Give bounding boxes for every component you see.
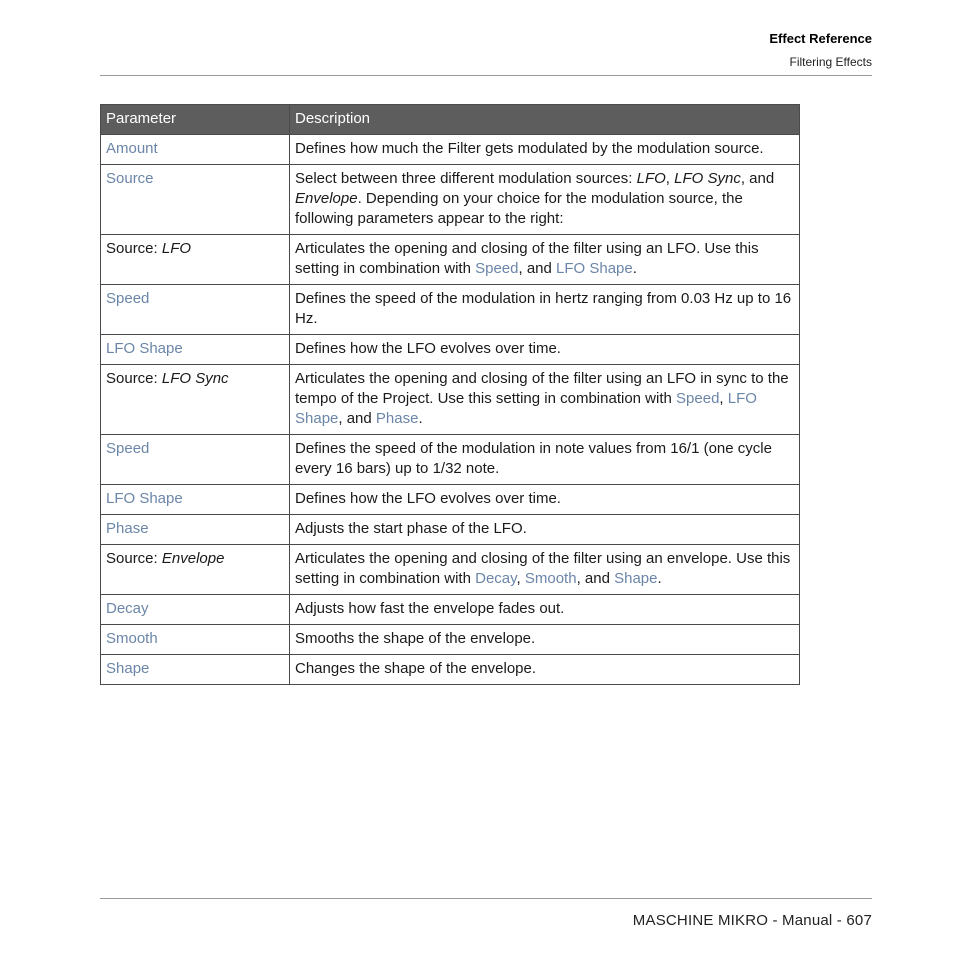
desc-text: Select between three different modulation sources:: [295, 170, 637, 187]
page-footer: MASCHINE MIKRO - Manual - 607: [632, 912, 872, 929]
table-row: [101, 435, 800, 485]
desc-text: ,: [665, 170, 675, 187]
desc-text: , and: [576, 570, 615, 587]
desc-link-speed[interactable]: Speed: [676, 390, 720, 407]
param-cell: [101, 515, 290, 545]
table-row: [101, 595, 800, 625]
param-italic: LFO: [161, 240, 192, 257]
desc-text: ,: [516, 570, 525, 587]
param-link-speed[interactable]: Speed: [106, 290, 150, 307]
desc-link-lfo-shape[interactable]: LFO Shape: [295, 390, 757, 427]
param-cell: [101, 235, 290, 285]
desc-cell: [290, 365, 800, 435]
param-cell: [101, 485, 290, 515]
param-prefix: Source:: [106, 370, 162, 387]
footer-rule: [100, 898, 872, 899]
desc-text: ,: [719, 390, 728, 407]
param-link-smooth[interactable]: Smooth: [106, 630, 158, 647]
param-italic: Envelope: [161, 550, 225, 567]
table-row: [101, 365, 800, 435]
desc-cell: [290, 235, 800, 285]
table-row: [101, 655, 800, 685]
column-header-parameter: Parameter: [101, 105, 290, 135]
param-prefix: Source:: [106, 550, 162, 567]
desc-link-decay[interactable]: Decay: [475, 570, 517, 587]
param-link-lfo-shape[interactable]: LFO Shape: [106, 340, 183, 357]
table-row: [101, 165, 800, 235]
desc-italic: LFO: [636, 170, 666, 187]
param-italic: LFO Sync: [161, 370, 229, 387]
param-prefix: Source:: [106, 240, 162, 257]
param-cell: [101, 165, 290, 235]
table-row: [101, 485, 800, 515]
param-cell: [101, 135, 290, 165]
desc-cell: Defines how the LFO evolves over time.: [290, 485, 800, 515]
desc-cell: Adjusts the start phase of the LFO.: [290, 515, 800, 545]
param-cell: [101, 285, 290, 335]
param-link-speed[interactable]: Speed: [106, 440, 150, 457]
table-row: [101, 135, 800, 165]
desc-link-lfo-shape[interactable]: LFO Shape: [556, 260, 633, 277]
param-cell: [101, 545, 290, 595]
desc-italic: LFO Sync: [674, 170, 741, 187]
table-row: [101, 515, 800, 545]
param-link-decay[interactable]: Decay: [106, 600, 149, 617]
table-row: [101, 545, 800, 595]
param-link-amount[interactable]: Amount: [106, 140, 158, 157]
desc-cell: [290, 545, 800, 595]
desc-text: , and: [518, 260, 557, 277]
desc-text: , and: [338, 410, 376, 427]
desc-text: Articulates the opening and closing of the filter using an LFO in sync to the tempo of the Project. Use this setting in combination with: [295, 370, 789, 407]
desc-cell: Smooths the shape of the envelope.: [290, 625, 800, 655]
desc-cell: Changes the shape of the envelope.: [290, 655, 800, 685]
desc-text: Articulates the opening and closing of the filter using an envelope. Use this setting in combination with: [295, 550, 791, 587]
table-row: [101, 235, 800, 285]
desc-link-phase[interactable]: Phase: [375, 410, 419, 427]
desc-cell: [290, 165, 800, 235]
chapter-title: Effect Reference: [769, 31, 872, 46]
desc-text: , and: [740, 170, 775, 187]
column-header-description: Description: [290, 105, 800, 135]
desc-cell: Adjusts how fast the envelope fades out.: [290, 595, 800, 625]
desc-link-speed[interactable]: Speed: [475, 260, 519, 277]
section-title: Filtering Effects: [789, 55, 872, 69]
param-cell: [101, 365, 290, 435]
desc-link-smooth[interactable]: Smooth: [524, 570, 577, 587]
header-rule: [100, 75, 872, 76]
desc-cell: Defines the speed of the modulation in note values from 16/1 (one cycle every 16 bars) up to 1/32 note.: [290, 435, 800, 485]
table-header-row: [101, 105, 800, 135]
param-link-shape[interactable]: Shape: [106, 660, 150, 677]
desc-text: .: [418, 410, 423, 427]
param-cell: [101, 595, 290, 625]
table-row: [101, 285, 800, 335]
desc-link-shape[interactable]: Shape: [614, 570, 658, 587]
param-link-lfo-shape[interactable]: LFO Shape: [106, 490, 183, 507]
desc-cell: Defines how the LFO evolves over time.: [290, 335, 800, 365]
desc-text: .: [632, 260, 637, 277]
desc-italic: Envelope: [295, 190, 358, 207]
desc-text: . Depending on your choice for the modulation source, the following parameters appear to the right:: [295, 190, 743, 227]
param-cell: [101, 655, 290, 685]
param-cell: [101, 625, 290, 655]
param-cell: [101, 435, 290, 485]
desc-text: Articulates the opening and closing of the filter using an LFO. Use this setting in combination with: [295, 240, 759, 277]
param-link-phase[interactable]: Phase: [106, 520, 149, 537]
desc-cell: Defines how much the Filter gets modulated by the modulation source.: [290, 135, 800, 165]
desc-text: .: [657, 570, 662, 587]
desc-cell: Defines the speed of the modulation in hertz ranging from 0.03 Hz up to 16 Hz.: [290, 285, 800, 335]
parameter-table: [100, 104, 800, 685]
param-link-source[interactable]: Source: [106, 170, 154, 187]
param-cell: [101, 335, 290, 365]
table-row: [101, 335, 800, 365]
table-row: [101, 625, 800, 655]
